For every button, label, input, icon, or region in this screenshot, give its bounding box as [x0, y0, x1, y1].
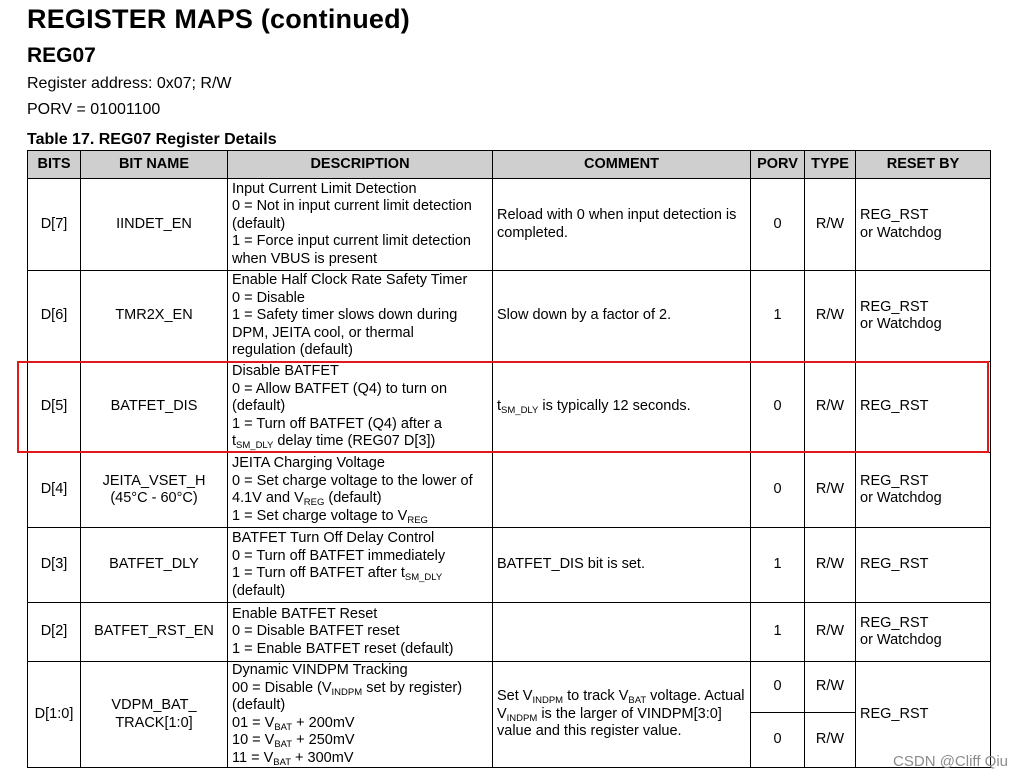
type-cell: R/W [805, 453, 856, 528]
type-cell: R/W [805, 712, 856, 767]
col-header-type: TYPE [805, 151, 856, 179]
reset-by-cell: REG_RST [856, 528, 991, 603]
table-row [28, 271, 991, 362]
col-header-description: DESCRIPTION [228, 151, 493, 179]
type-cell: R/W [805, 662, 856, 713]
bit-name-cell: BATFET_DIS [81, 362, 228, 453]
bit-name-cell: JEITA_VSET_H (45°C - 60°C) [81, 453, 228, 528]
type-cell: R/W [805, 179, 856, 271]
reset-by-cell: REG_RST or Watchdog [856, 271, 991, 362]
table-caption: Table 17. REG07 Register Details [27, 131, 277, 148]
bit-name-cell: IINDET_EN [81, 179, 228, 271]
watermark: CSDN @Cliff Qiu [893, 753, 1008, 770]
table-row [28, 528, 991, 603]
col-header-comment: COMMENT [493, 151, 751, 179]
porv-cell: 0 [751, 179, 805, 271]
type-cell: R/W [805, 603, 856, 662]
bit-name-cell: BATFET_RST_EN [81, 603, 228, 662]
comment-cell: Set $V_{INDPM}$ to track $V_{BAT}$ voltage. Actual $V_{INDPM}$ is the larger of VINDPM[3:0] value and this register value. [493, 662, 751, 768]
col-header-reset-by: RESET BY [856, 151, 991, 179]
table-row [28, 662, 991, 713]
description-cell: Dynamic VINDPM Tracking 00 = Disable ($V_{INDPM}$ set by register) (default) $01 = V_{BAT} + 200mV$ $10 = V_{BAT} + 250mV$ $11 = V_{BAT} + 300mV$ [228, 662, 493, 768]
col-header-bits: BITS [28, 151, 81, 179]
reset-by-cell: REG_RST or Watchdog [856, 603, 991, 662]
porv-cell: 1 [751, 603, 805, 662]
description-cell: Disable BATFET 0 = Allow BATFET (Q4) to turn on (default) 1 = Turn off BATFET (Q4) after a $t_{SM\_DLY}$ delay time (REG07 D[3]) [228, 362, 493, 453]
col-header-bit-name: BIT NAME [81, 151, 228, 179]
table-row [28, 603, 991, 662]
bits-cell: D[7] [28, 179, 81, 271]
porv-cell: 0 [751, 362, 805, 453]
bits-cell: D[4] [28, 453, 81, 528]
register-title: REG07 [27, 44, 96, 67]
bits-cell: D[6] [28, 271, 81, 362]
porv-cell: 0 [751, 712, 805, 767]
description-cell: JEITA Charging Voltage 0 = Set charge voltage to the lower of 4.1V and $V_{REG}$ (default) 1 = Set charge voltage to $V_{REG}$ [228, 453, 493, 528]
col-header-porv: PORV [751, 151, 805, 179]
description-cell: Enable BATFET Reset 0 = Disable BATFET reset 1 = Enable BATFET reset (default) [228, 603, 493, 662]
comment-cell: Slow down by a factor of 2. [493, 271, 751, 362]
reset-by-cell: REG_RST or Watchdog [856, 453, 991, 528]
porv-cell: 0 [751, 662, 805, 713]
register-porv: PORV = 01001100 [27, 101, 161, 118]
reset-by-cell: REG_RST [856, 362, 991, 453]
table-row [28, 453, 991, 528]
comment-cell: BATFET_DIS bit is set. [493, 528, 751, 603]
type-cell: R/W [805, 362, 856, 453]
comment-cell: $t_{SM\_DLY}$ is typically 12 seconds. [493, 362, 751, 453]
bits-cell: D[1:0] [28, 662, 81, 768]
register-address: Register address: 0x07; R/W [27, 75, 232, 92]
page-title: REGISTER MAPS (continued) [27, 4, 410, 34]
reset-by-cell: REG_RST [856, 662, 991, 768]
bits-cell: D[3] [28, 528, 81, 603]
register-details-table [27, 150, 991, 768]
type-cell: R/W [805, 528, 856, 603]
bits-cell: D[5] [28, 362, 81, 453]
bits-cell: D[2] [28, 603, 81, 662]
type-cell: R/W [805, 271, 856, 362]
description-cell: Input Current Limit Detection 0 = Not in input current limit detection (default) 1 = Force input current limit detection when VBUS is present [228, 179, 493, 271]
comment-cell [493, 453, 751, 528]
bit-name-cell: VDPM_BAT_ TRACK[1:0] [81, 662, 228, 768]
description-cell: BATFET Turn Off Delay Control 0 = Turn off BATFET immediately 1 = Turn off BATFET after $t_{SM\_DLY}$ (default) [228, 528, 493, 603]
comment-cell [493, 603, 751, 662]
table-row [28, 179, 991, 271]
porv-cell: 1 [751, 528, 805, 603]
description-cell: Enable Half Clock Rate Safety Timer 0 = Disable 1 = Safety timer slows down during DPM, JEITA cool, or thermal regulation (default) [228, 271, 493, 362]
bit-name-cell: BATFET_DLY [81, 528, 228, 603]
bit-name-cell: TMR2X_EN [81, 271, 228, 362]
porv-cell: 0 [751, 453, 805, 528]
porv-cell: 1 [751, 271, 805, 362]
table-row-highlighted [28, 362, 991, 453]
table-header-row [28, 151, 991, 179]
reset-by-cell: REG_RST or Watchdog [856, 179, 991, 271]
comment-cell: Reload with 0 when input detection is completed. [493, 179, 751, 271]
